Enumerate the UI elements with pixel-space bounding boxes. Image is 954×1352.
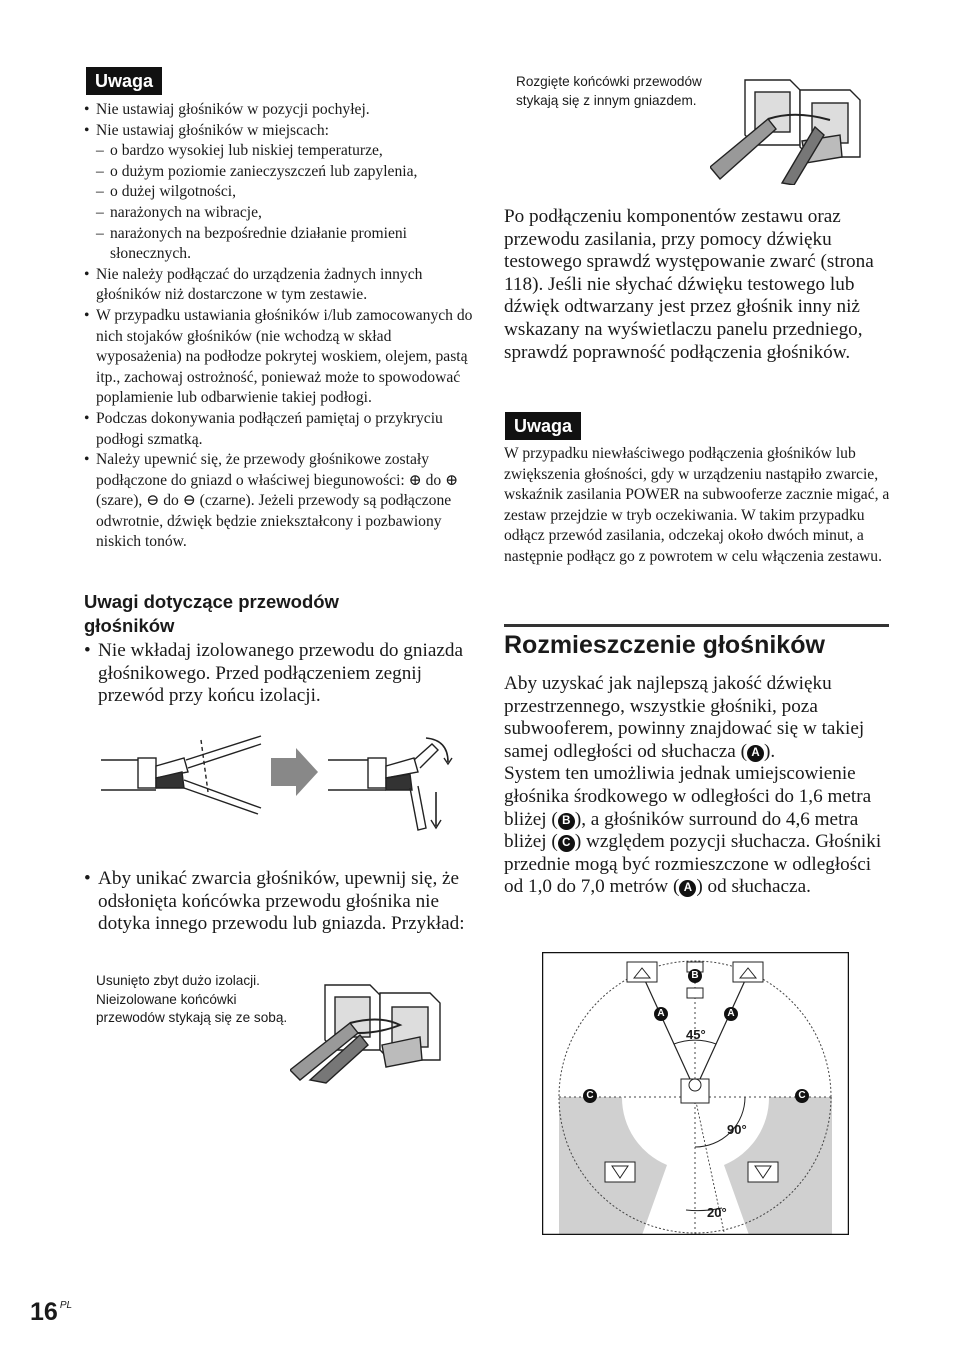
short-circuit-note: W przypadku niewłaściwego podłączenia głośników lub zwiększenia głośności, gdy w urządzeniu nastąpiło zwarcie, wskaźnik zasilania POWER na subwooferze zacznie migać, a zestaw przejdzie w tryb oczekiwania. W takim przypadku odłącz przewód zasilania, odczekaj około dwóch minut, a następnie podłącz go z powrotem w celu włączenia zestawu. [504, 445, 890, 565]
plus-icon: ⊕ [408, 471, 422, 489]
caption-too-much-insulation: Usunięto zbyt dużo izolacji. Nieizolowane końcówki przewodów stykają się ze sobą. [96, 973, 288, 1025]
page-number-value: 16 [30, 1298, 58, 1326]
wire-note-item: • Nie wkładaj izolowanego przewodu do gniazda głośnikowego. Przed podłączeniem zegnij przewód przy końcu izolacji. [84, 640, 474, 708]
marker-a-icon: A [747, 745, 764, 762]
note-item: • Podczas dokonywania podłączeń pamiętaj o przykryciu podłogi szmatką. [84, 409, 476, 450]
sub-item: – o dużym poziomie zanieczyszczeń lub zapylenia, [96, 162, 476, 183]
angle-20-label: 20° [707, 1205, 727, 1220]
page-number [30, 1298, 72, 1327]
angle-90-label: 90° [727, 1122, 747, 1137]
marker-c-icon: C [795, 1089, 809, 1103]
marker-c-icon: C [558, 835, 575, 852]
plus-icon: ⊕ [445, 471, 459, 489]
short-circuit-illustration [290, 975, 450, 1085]
wire-list-2 [84, 868, 474, 936]
note-item: • W przypadku ustawiania głośników i/lub zamocowanych do nich stojaków głośników (nie wchodzą w skład wyposażenia) na podłodze pokrytej woskiem, olejem, pastą itp., zachowaj ostrożność, ponieważ może to spowodować poplamienie lub odbarwienie takiej podłogi. [84, 306, 476, 409]
placement-text: System ten umożliwia jednak umiejscowienie głośnika środkowego w odległości do 1,6 metra bliżej ( [504, 763, 872, 830]
caption-splayed-wires: Rozgięte końcówki przewodów stykają się z innym gniazdem. [516, 74, 702, 108]
polarity-text: do [421, 471, 446, 489]
section-divider [504, 624, 889, 627]
polarity-text: Należy upewnić się, że przewody głośnikowe zostały podłączone do gniazd o właściwej biegunowości: [96, 451, 429, 489]
section-title: Rozmieszczenie głośników [504, 631, 825, 659]
note-badge: Uwaga [86, 67, 162, 95]
marker-a-icon: A [654, 1007, 668, 1021]
placement-text: ) od słuchacza. [696, 876, 811, 898]
angle-45-label: 45° [686, 1027, 706, 1042]
note-badge: Uwaga [505, 412, 581, 440]
wire-bend-illustration [96, 730, 461, 835]
marker-a-icon: A [724, 1007, 738, 1021]
sub-item: – o bardzo wysokiej lub niskiej temperaturze, [96, 141, 476, 162]
placement-text: ). [763, 740, 776, 762]
polarity-text: (szare), [96, 492, 147, 510]
wire-note-item: • Aby unikać zwarcia głośników, upewnij się, że odsłonięta końcówka przewodu głośnika nie dotyka innego przewodu lub gniazda. Przykład: [84, 868, 474, 936]
placement-text: ), a głośników surround do 4,6 metra bliżej ( [504, 808, 859, 853]
wire-list-1 [84, 640, 474, 708]
sub-item: – narażonych na bezpośrednie działanie promieni słonecznych. [96, 224, 476, 265]
placement-paragraph [504, 673, 890, 899]
polarity-text: do [159, 492, 183, 510]
marker-b-icon: B [558, 813, 575, 830]
note-item-text: Nie ustawiaj głośników w miejscach: [96, 121, 329, 139]
polarity-text: (czarne). Jeżeli przewody są podłączone odwrotnie, dźwięk będzie zniekształcony i pozbawiony niskich tonów. [96, 492, 452, 551]
sub-item: – o dużej wilgotności, [96, 182, 476, 203]
speaker-placement-diagram [542, 952, 849, 1235]
note-item: • Nie należy podłączać do urządzenia żadnych innych głośników niż dostarczone w tym zestawie. [84, 265, 476, 306]
note-item [84, 121, 476, 265]
marker-c-icon: C [583, 1089, 597, 1103]
note-item: • Nie ustawiaj głośników w pozycji pochyłej. [84, 100, 476, 121]
placement-text: ) względem pozycji słuchacza. Głośniki przednie mogą być rozmieszczone w odległości od 1,0 do 7,0 metrów ( [504, 831, 882, 898]
placement-text: Aby uzyskać jak najlepszą jakość dźwięku przestrzennego, wszystkie głośniki, poza subwooferem, powinny znajdować się w takiej samej odległości od słuchacza ( [504, 673, 865, 762]
marker-b-icon: B [688, 969, 702, 983]
test-tone-paragraph: Po podłączeniu komponentów zestawu oraz przewodu zasilania, przy pomocy dźwięku testowego sprawdź występowanie zwarć (strona 118). Jeśli nie słychać dźwięku testowego lub dźwięk odtwarzany jest przez głośnik inny niż wskazany na wyświetlaczu panelu przedniego, sprawdź poprawność podłączenia głośników. [504, 206, 874, 363]
splayed-wires-illustration [710, 75, 870, 185]
minus-icon: ⊖ [146, 492, 160, 510]
marker-a-icon: A [679, 880, 696, 897]
note-item [84, 450, 476, 553]
minus-icon: ⊖ [182, 492, 196, 510]
wire-notes-heading: Uwagi dotyczące przewodów głośników [84, 591, 339, 636]
page-language-suffix: PL [59, 1300, 73, 1311]
sub-item: – narażonych na wibracje, [96, 203, 476, 224]
notes-list [84, 100, 476, 553]
